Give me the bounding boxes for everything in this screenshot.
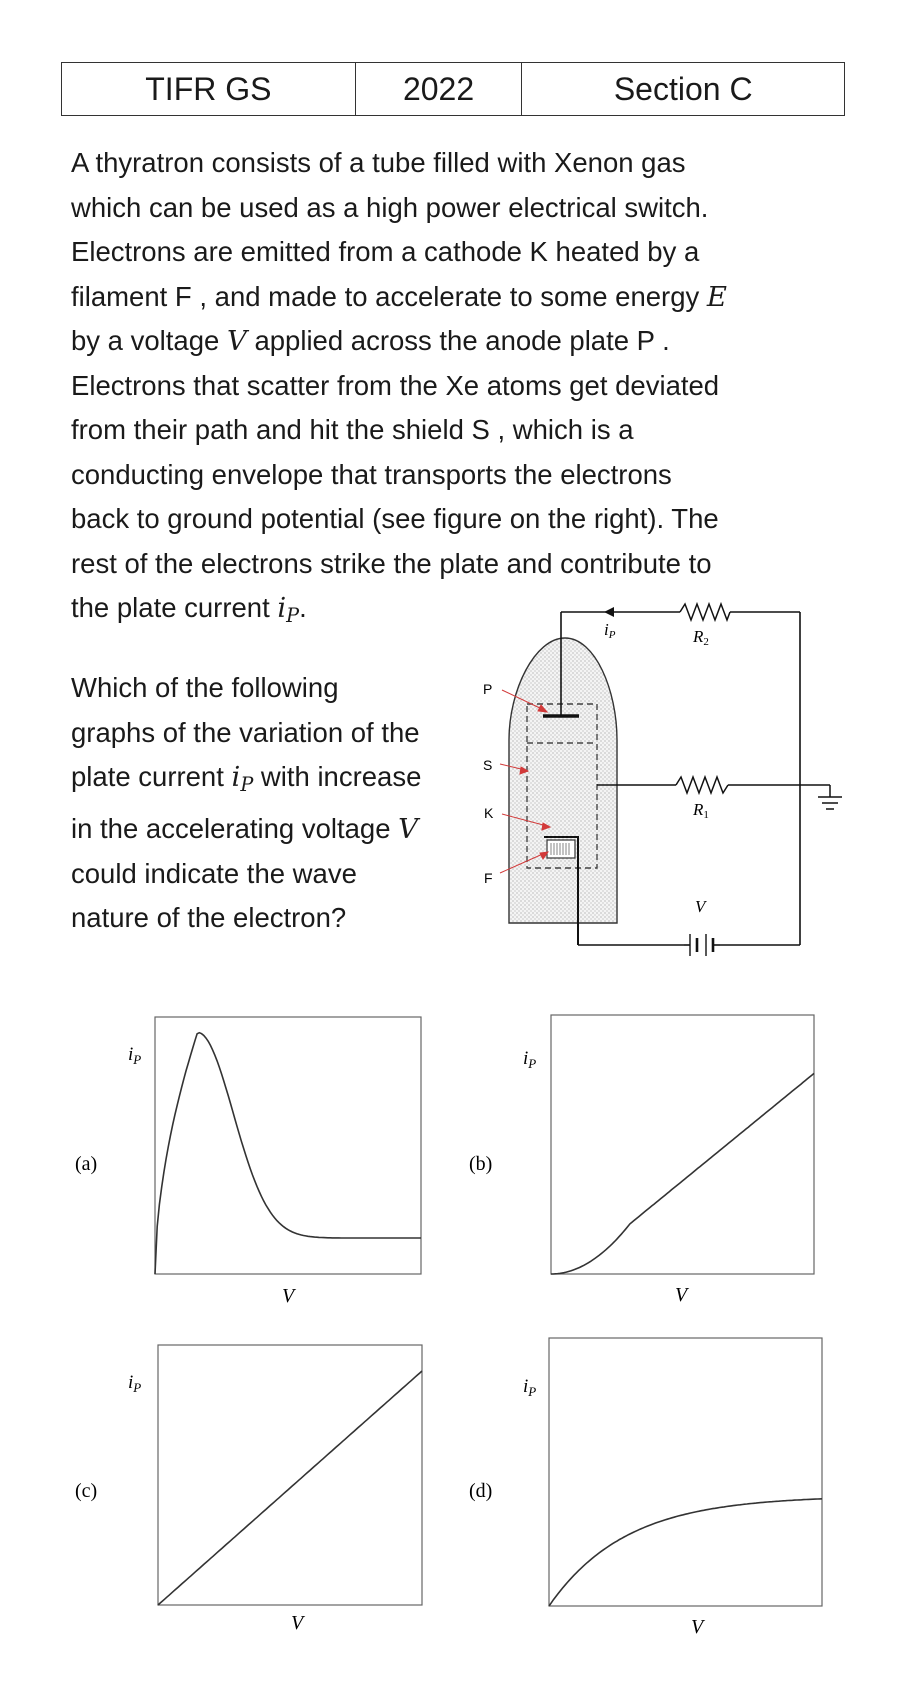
option-a xyxy=(75,1017,421,1307)
curve-c xyxy=(158,1371,422,1605)
var-i: i xyxy=(277,592,287,624)
curve-b xyxy=(551,1073,814,1274)
text-segment: with increase xyxy=(253,761,422,792)
curve-d xyxy=(549,1499,822,1606)
text-segment: in the accelerating voltage xyxy=(71,813,399,845)
para1-line: A thyratron consists of a tube filled with Xenon gas xyxy=(71,147,686,178)
para1-line: Electrons are emitted from a cathode K heated by a xyxy=(71,236,700,267)
x-axis-label: V xyxy=(675,1284,688,1306)
para2-line: graphs of the variation of the xyxy=(71,716,420,748)
para1-line: from their path and hit the shield S , which is a xyxy=(71,414,634,445)
text-segment: by a voltage xyxy=(71,325,227,356)
var-V: V xyxy=(226,325,247,357)
para1-line: back to ground potential (see figure on the right). The xyxy=(71,503,719,534)
var-sub: P xyxy=(240,772,254,796)
para2-line: Which of the following xyxy=(71,672,339,703)
para1-line: conducting envelope that transports the electrons xyxy=(71,458,672,490)
text-segment: the plate current xyxy=(71,592,278,623)
option-label: (c) xyxy=(75,1480,98,1502)
header-section: Section C xyxy=(522,63,845,116)
para1-line: rest of the electrons strike the plate and contribute to xyxy=(71,547,712,579)
para2-line: could indicate the wave xyxy=(71,857,357,889)
para2-line: nature of the electron? xyxy=(71,902,347,934)
curve-a xyxy=(155,1033,421,1274)
var-i: i xyxy=(231,761,241,793)
option-c xyxy=(75,1345,422,1634)
text-segment: applied across the anode plate P . xyxy=(246,325,670,356)
y-axis-label: $i_P$ xyxy=(128,1044,142,1067)
plot-frame xyxy=(155,1017,421,1274)
y-axis-label: $i_P$ xyxy=(128,1372,142,1395)
label-s: S xyxy=(483,757,493,773)
label-ip: iP xyxy=(604,620,616,641)
var-E: E xyxy=(706,280,727,313)
text-segment: . xyxy=(299,592,307,623)
option-b xyxy=(469,1015,814,1306)
option-label: (a) xyxy=(75,1153,98,1175)
option-label: (d) xyxy=(469,1480,493,1502)
text-segment: plate current xyxy=(71,761,232,792)
label-p: P xyxy=(483,681,493,697)
x-axis-label: V xyxy=(291,1612,304,1634)
x-axis-label: V xyxy=(691,1616,704,1638)
para1-line: which can be used as a high power electrical switch. xyxy=(71,191,709,223)
plot-frame xyxy=(549,1338,822,1606)
label-k: K xyxy=(484,805,494,821)
x-axis-label: V xyxy=(282,1285,295,1307)
label-f: F xyxy=(484,870,493,886)
option-label: (b) xyxy=(469,1153,493,1175)
text-segment: filament F , and made to accelerate to some energy xyxy=(71,280,707,312)
var-V: V xyxy=(398,813,419,846)
y-axis-label: $i_P$ xyxy=(523,1376,537,1399)
plot-frame xyxy=(158,1345,422,1605)
label-r2: R2 xyxy=(693,627,709,648)
label-r1: R1 xyxy=(693,800,709,821)
y-axis-label: $i_P$ xyxy=(523,1048,537,1071)
label-v: V xyxy=(695,897,706,916)
option-d xyxy=(469,1338,822,1638)
header-exam: TIFR GS xyxy=(62,63,356,116)
plot-frame xyxy=(551,1015,814,1274)
para1-line: Electrons that scatter from the Xe atoms get deviated xyxy=(71,369,720,401)
var-sub: P xyxy=(286,603,300,627)
header-year: 2022 xyxy=(355,63,522,116)
